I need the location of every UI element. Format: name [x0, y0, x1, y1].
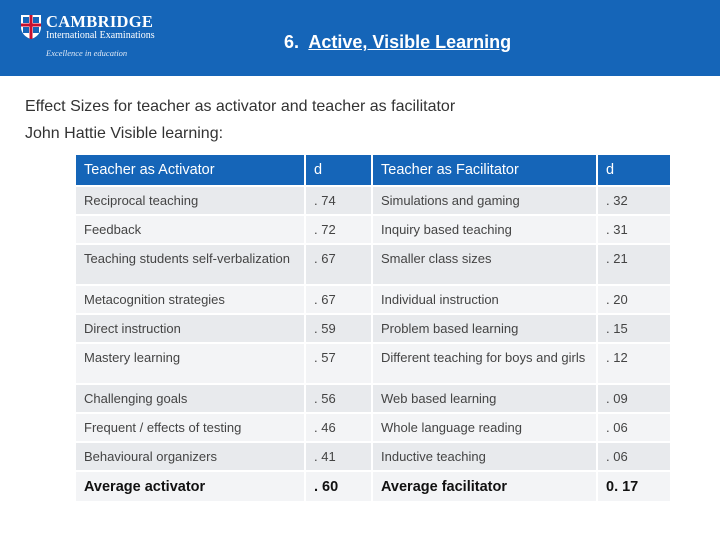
facilitator-d: . 31	[597, 215, 671, 244]
cambridge-logo	[20, 12, 160, 64]
average-activator-label: Average activator	[76, 471, 305, 501]
logo-name: CAMBRIDGE	[46, 12, 154, 31]
activator-d: . 41	[305, 442, 372, 471]
facilitator-d: . 32	[597, 186, 671, 215]
activator-strategy: Feedback	[76, 215, 305, 244]
activator-strategy: Direct instruction	[76, 314, 305, 343]
activator-d: . 72	[305, 215, 372, 244]
activator-strategy: Mastery learning	[76, 343, 305, 384]
facilitator-strategy: Inductive teaching	[372, 442, 597, 471]
table-average-row	[76, 471, 671, 501]
logo-subtitle: International Examinations	[46, 30, 155, 41]
slide-title-text: Active, Visible Learning	[308, 32, 512, 52]
facilitator-d: . 12	[597, 343, 671, 384]
average-facilitator-label: Average facilitator	[372, 471, 597, 501]
facilitator-strategy: Individual instruction	[372, 285, 597, 314]
facilitator-strategy: Simulations and gaming	[372, 186, 597, 215]
intro-line-1: Effect Sizes for teacher as activator and teacher as facilitator	[25, 98, 456, 115]
table-row	[76, 384, 671, 413]
facilitator-strategy: Inquiry based teaching	[372, 215, 597, 244]
facilitator-d: . 20	[597, 285, 671, 314]
header-activator-d: d	[305, 155, 372, 186]
table-row	[76, 285, 671, 314]
table-row	[76, 215, 671, 244]
facilitator-strategy: Web based learning	[372, 384, 597, 413]
table-row	[76, 244, 671, 285]
activator-strategy: Frequent / effects of testing	[76, 413, 305, 442]
table-row	[76, 186, 671, 215]
activator-d: . 74	[305, 186, 372, 215]
table-row	[76, 343, 671, 384]
activator-strategy: Teaching students self-verbalization	[76, 244, 305, 285]
activator-d: . 57	[305, 343, 372, 384]
intro-line-2: John Hattie Visible learning:	[25, 125, 224, 142]
header-activator: Teacher as Activator	[76, 155, 305, 186]
header-facilitator: Teacher as Facilitator	[372, 155, 597, 186]
facilitator-d: . 06	[597, 442, 671, 471]
table-row	[76, 413, 671, 442]
average-activator-d: . 60	[305, 471, 372, 501]
facilitator-d: . 06	[597, 413, 671, 442]
activator-strategy: Behavioural organizers	[76, 442, 305, 471]
activator-strategy: Metacognition strategies	[76, 285, 305, 314]
activator-d: . 67	[305, 285, 372, 314]
activator-d: . 59	[305, 314, 372, 343]
slide-header	[0, 0, 720, 76]
facilitator-d: . 21	[597, 244, 671, 285]
crest-icon	[20, 14, 42, 40]
facilitator-d: . 09	[597, 384, 671, 413]
average-facilitator-d: 0. 17	[597, 471, 671, 501]
activator-d: . 67	[305, 244, 372, 285]
logo-tagline: Excellence in education	[46, 48, 128, 58]
activator-d: . 46	[305, 413, 372, 442]
activator-strategy: Reciprocal teaching	[76, 186, 305, 215]
slide-title-number: 6.	[284, 32, 300, 52]
table-header-row	[76, 155, 671, 186]
header-facilitator-d: d	[597, 155, 671, 186]
activator-d: . 56	[305, 384, 372, 413]
effect-sizes-table	[76, 155, 672, 501]
facilitator-strategy: Different teaching for boys and girls	[372, 343, 597, 384]
table-row	[76, 314, 671, 343]
facilitator-strategy: Smaller class sizes	[372, 244, 597, 285]
slide-title	[284, 32, 511, 53]
activator-strategy: Challenging goals	[76, 384, 305, 413]
table-row	[76, 442, 671, 471]
facilitator-strategy: Whole language reading	[372, 413, 597, 442]
facilitator-d: . 15	[597, 314, 671, 343]
facilitator-strategy: Problem based learning	[372, 314, 597, 343]
